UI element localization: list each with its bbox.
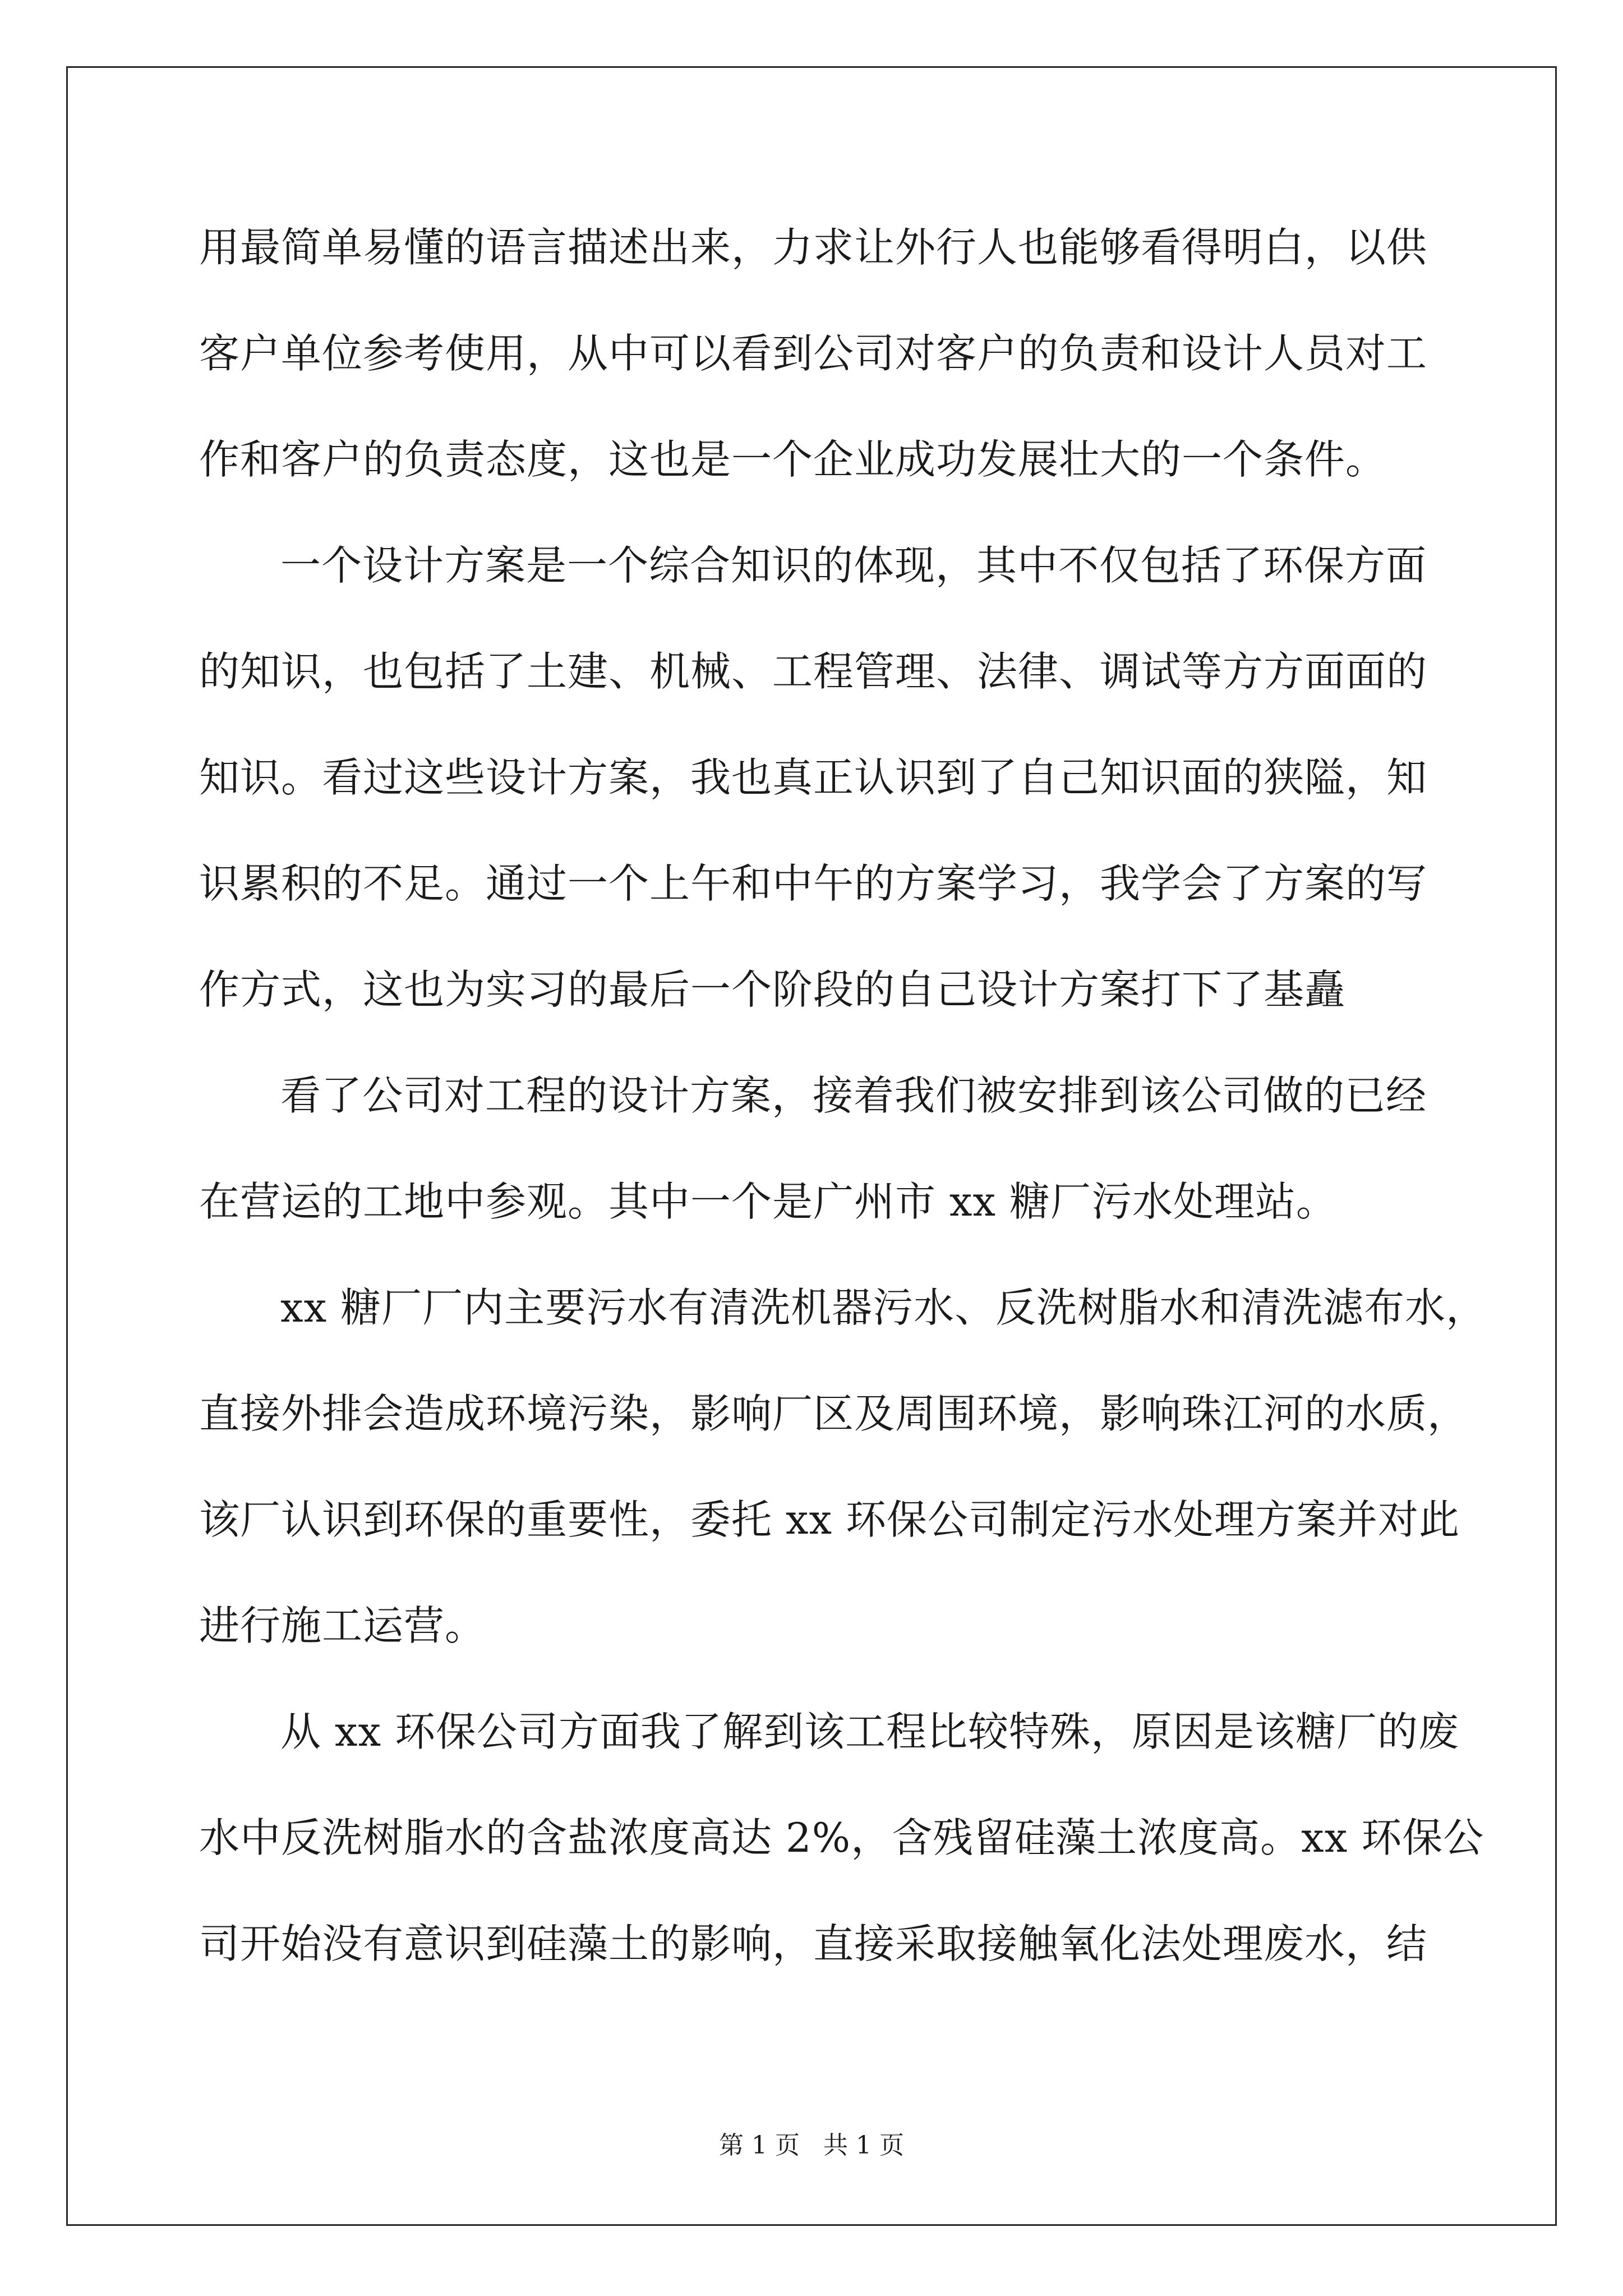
text-line: 用最简单易懂的语言描述出来，力求让外行人也能够看得明白，以供 (199, 224, 1428, 271)
text-line: 客户单位参考使用，从中可以看到公司对客户的负责和设计人员对工 (199, 330, 1428, 377)
text-line: 一个设计方案是一个综合知识的体现，其中不仅包括了环保方面 (280, 542, 1427, 589)
text-line: 在营运的工地中参观。其中一个是广州市 xx 糖厂污水处理站。 (199, 1178, 1337, 1225)
text-line: 的知识，也包括了土建、机械、工程管理、法律、调试等方方面面的 (199, 648, 1428, 695)
page-border (66, 66, 1557, 2226)
text-line: 作和客户的负责态度，这也是一个企业成功发展壮大的一个条件。 (199, 436, 1387, 483)
text-line: 作方式，这也为实习的最后一个阶段的自己设计方案打下了基矗 (199, 966, 1346, 1013)
text-line: 识累积的不足。通过一个上午和中午的方案学习，我学会了方案的写 (199, 860, 1428, 907)
text-line: 该厂认识到环保的重要性，委托 xx 环保公司制定污水处理方案并对此 (199, 1496, 1460, 1543)
text-line: 水中反洗树脂水的含盐浓度高达 2%，含残留硅藻土浓度高。xx 环保公 (199, 1814, 1484, 1861)
text-line: 司开始没有意识到硅藻土的影响，直接采取接触氧化法处理废水，结 (199, 1920, 1428, 1967)
text-line: 进行施工运营。 (199, 1602, 486, 1649)
text-line: 直接外排会造成环境污染，影响厂区及周围环境，影响珠江河的水质， (199, 1390, 1469, 1437)
page-footer: 第 1 页 共 1 页 (719, 2131, 904, 2160)
text-line: 看了公司对工程的设计方案，接着我们被安排到该公司做的已经 (280, 1072, 1427, 1119)
text-line: xx 糖厂厂内主要污水有清洗机器污水、反洗树脂水和清洗滤布水， (280, 1284, 1487, 1331)
text-line: 知识。看过这些设计方案，我也真正认识到了自己知识面的狭隘，知 (199, 754, 1428, 801)
text-line: 从 xx 环保公司方面我了解到该工程比较特殊，原因是该糖厂的废 (280, 1708, 1459, 1755)
